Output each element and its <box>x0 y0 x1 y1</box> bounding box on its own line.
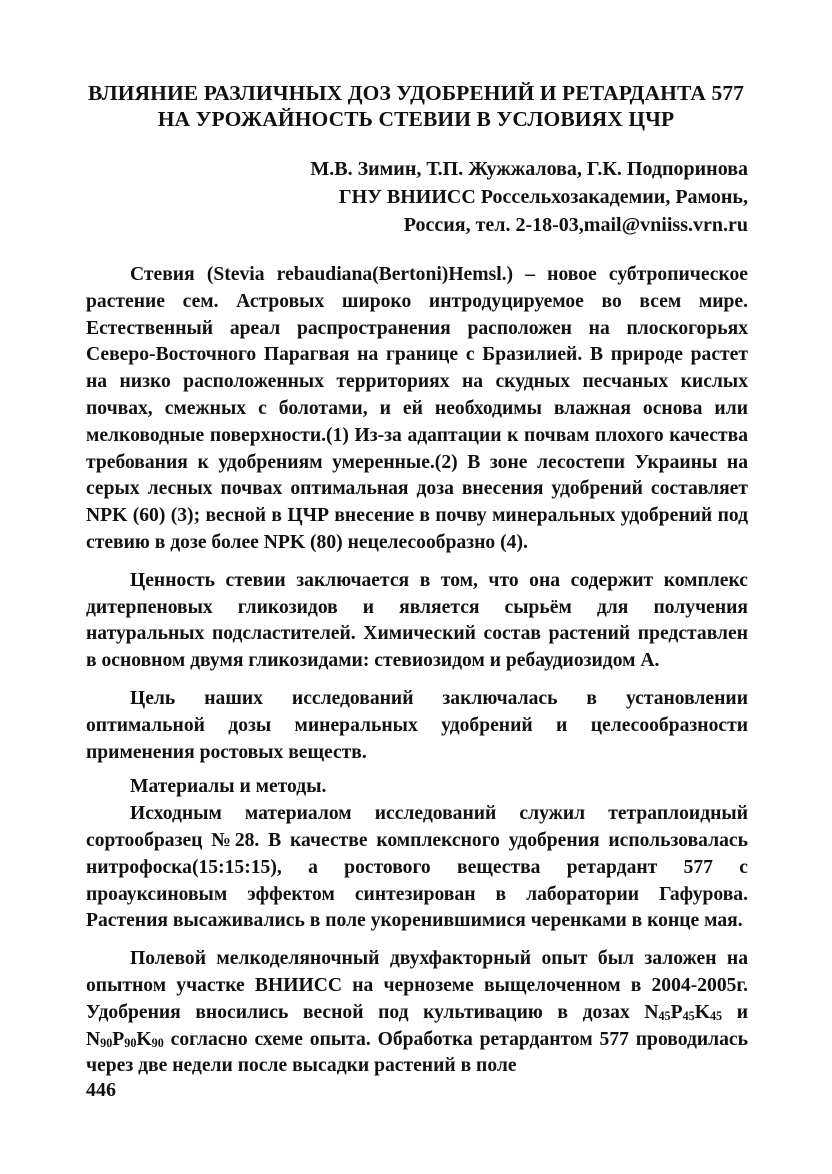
paper-title <box>60 80 772 132</box>
experiment-text-and: и <box>722 1001 748 1023</box>
paper-title-line-1: ВЛИЯНИЕ РАЗЛИЧНЫХ ДОЗ УДОБРЕНИЙ И РЕТАРДАНТА 577 <box>87 81 745 105</box>
paragraph-source-material: Исходным материалом исследований служил тетраплоидный сортообразец №28. В качестве комплексного удобрения использовалась нитрофоска(15:15:15), а ростового вещества ретардант 577 с проауксиновым эффектом синтезирован в лаборатории Гафурова. Растения высаживались в поле укоренившимися черенками в конце мая. <box>86 803 748 932</box>
author-institution: ГНУ ВНИИСС Россельхозакадемии, Рамонь, <box>338 186 748 208</box>
section-heading-materials: Материалы и методы. <box>130 776 327 798</box>
dose-45-p-sub: 45 <box>682 1008 695 1023</box>
paragraph-introduction: Стевия (Stevia rebaudiana(Bertoni)Hemsl.) – новое субтропическое растение сем. Астровых широко интродуцируемое во всем мире. Естественный ареал распространения расположен на плоскогорьях Северо-Восточного Парагвая на границе с Бразилией. В природе растет на низко расположенных территориях на скудных песчаных кислых почвах, смежных с болотами, и ей необходимы влажная основа или мелководные поверхности.(1) Из-за адаптации к почвам плохого качества требования к удобрениям умеренные.(2) В зоне лесостепи Украины на серых лесных почвах оптимальная доза внесения удобрений составляет NPK (60) (3); весной в ЦЧР внесение в почву минеральных удобрений под стевию в дозе более NPK (80) нецелесообразно (4). <box>86 264 748 553</box>
dose-45-n-sub: 45 <box>658 1008 671 1023</box>
fertilizer-dose-45 <box>644 1002 722 1023</box>
dose-90-n: N <box>86 1028 101 1050</box>
author-contact: Россия, тел. 2-18-03,mail@vniiss.vrn.ru <box>403 214 748 236</box>
paragraph-field-experiment <box>86 946 748 1080</box>
dose-90-n-sub: 90 <box>100 1035 113 1050</box>
fertilizer-dose-90 <box>86 1029 164 1050</box>
paper-title-line-2: НА УРОЖАЙНОСТЬ СТЕВИИ В УСЛОВИЯХ ЦЧР <box>157 107 675 131</box>
paragraph-research-goal: Цель наших исследований заключалась в установлении оптимальной дозы минеральных удобрений и целесообразности применения ростовых веществ. <box>86 687 748 763</box>
experiment-text-start: Полевой мелкоделяночный двухфакторный опыт был заложен на опытном участке ВНИИСС на черноземе выщелоченном в 2004-2005г. Удобрения вносились весной под культивацию в дозах <box>86 948 748 1023</box>
experiment-text-end: согласно схеме опыта. Обработка ретардантом 577 проводилась через две недели после высадки растений в поле <box>86 1028 748 1077</box>
dose-45-n: N <box>644 1001 659 1023</box>
dose-45-k-sub: 45 <box>709 1008 723 1023</box>
author-block <box>310 155 748 239</box>
paragraph-stevia-value: Ценность стевии заключается в том, что она содержит комплекс дитерпеновых гликозидов и является сырьём для получения натуральных подсластителей. Химический состав растений представлен в основном двумя гликозидами: стевиозидом и ребаудиозидом А. <box>86 569 748 672</box>
page-number: 446 <box>86 1079 116 1101</box>
dose-90-p: P <box>112 1028 125 1050</box>
dose-45-k: K <box>694 1001 710 1023</box>
author-names: М.В. Зимин, Т.П. Жужжалова, Г.К. Подпоринова <box>310 158 748 180</box>
dose-90-k-sub: 90 <box>151 1035 164 1050</box>
article-body <box>86 262 748 1080</box>
dose-90-p-sub: 90 <box>124 1035 137 1050</box>
dose-90-k: K <box>136 1028 152 1050</box>
dose-45-p: P <box>670 1001 683 1023</box>
